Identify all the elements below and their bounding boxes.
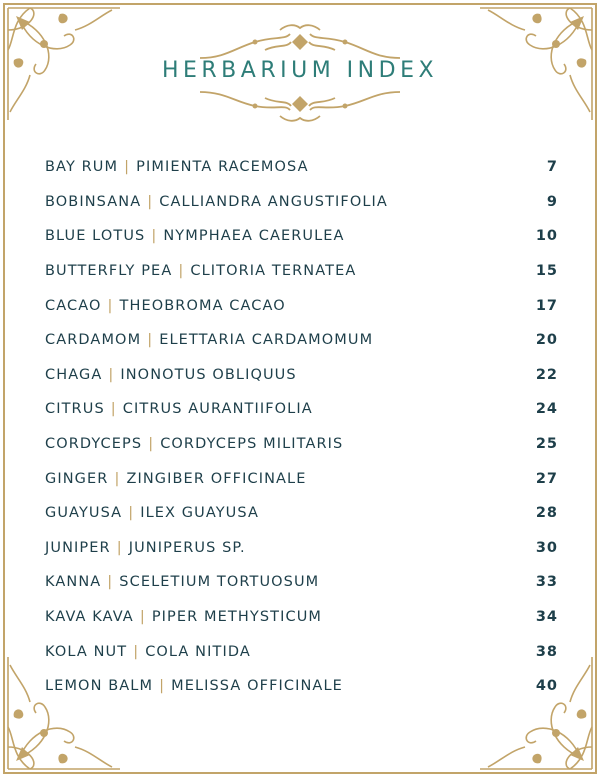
index-entry <box>45 531 558 566</box>
botanical-name: NYMPHAEA CAERULEA <box>163 228 345 245</box>
index-entry <box>45 323 558 358</box>
index-entry <box>45 254 558 289</box>
separator: | <box>151 228 158 245</box>
index-entry <box>45 565 558 600</box>
separator: | <box>139 609 146 626</box>
separator: | <box>147 193 154 210</box>
botanical-name: PIMIENTA RACEMOSA <box>136 159 309 176</box>
page-number: 15 <box>535 263 558 280</box>
page-number: 34 <box>535 609 558 626</box>
page-number: 24 <box>535 401 558 418</box>
separator: | <box>116 539 123 556</box>
page-number: 25 <box>535 436 558 453</box>
botanical-name: CORDYCEPS MILITARIS <box>160 436 344 453</box>
common-name: LEMON BALM <box>45 678 154 695</box>
botanical-name: ZINGIBER OFFICINALE <box>126 470 307 487</box>
botanical-name: INONOTUS OBLIQUUS <box>120 366 297 383</box>
common-name: KOLA NUT <box>45 643 128 660</box>
common-name: CHAGA <box>45 366 103 383</box>
common-name: BUTTERFLY PEA <box>45 263 173 280</box>
separator: | <box>148 436 155 453</box>
common-name: CACAO <box>45 297 102 314</box>
common-name: KANNA <box>45 574 102 591</box>
index-entry <box>45 150 558 185</box>
common-name: CITRUS <box>45 401 105 418</box>
botanical-name: ELETTARIA CARDAMOMUM <box>159 332 374 349</box>
separator: | <box>107 297 114 314</box>
index-entry <box>45 461 558 496</box>
common-name: KAVA KAVA <box>45 609 134 626</box>
separator: | <box>133 643 140 660</box>
index-entry <box>45 496 558 531</box>
common-name: JUNIPER <box>45 539 111 556</box>
page-number: 28 <box>535 505 558 522</box>
separator: | <box>159 678 166 695</box>
index-entry <box>45 669 558 704</box>
page-number: 17 <box>535 297 558 314</box>
index-entry <box>45 392 558 427</box>
title-block <box>0 12 600 122</box>
page-number: 27 <box>535 470 558 487</box>
common-name: CORDYCEPS <box>45 436 143 453</box>
title-ornament-bottom-icon <box>195 84 405 124</box>
index-entry <box>45 427 558 462</box>
separator: | <box>107 574 114 591</box>
botanical-name: CLITORIA TERNATEA <box>190 263 357 280</box>
common-name: GINGER <box>45 470 109 487</box>
page-number: 20 <box>535 332 558 349</box>
page-number: 33 <box>535 574 558 591</box>
page-title: HERBARIUM INDEX <box>161 58 439 83</box>
common-name: GUAYUSA <box>45 505 123 522</box>
botanical-name: JUNIPERUS SP. <box>128 539 246 556</box>
botanical-name: THEOBROMA CACAO <box>119 297 286 314</box>
botanical-name: CALLIANDRA ANGUSTIFOLIA <box>159 193 388 210</box>
common-name: CARDAMOM <box>45 332 142 349</box>
common-name: BLUE LOTUS <box>45 228 146 245</box>
page-number: 7 <box>546 159 558 176</box>
separator: | <box>114 470 121 487</box>
herbarium-index-list <box>45 150 558 704</box>
botanical-name: MELISSA OFFICINALE <box>171 678 343 695</box>
botanical-name: PIPER METHYSTICUM <box>151 609 323 626</box>
separator: | <box>178 263 185 280</box>
index-entry <box>45 358 558 393</box>
index-entry <box>45 219 558 254</box>
separator: | <box>128 505 135 522</box>
separator: | <box>108 366 115 383</box>
separator: | <box>124 159 131 176</box>
page-number: 30 <box>535 539 558 556</box>
page-number: 9 <box>546 193 558 210</box>
index-entry <box>45 600 558 635</box>
page-number: 38 <box>535 643 558 660</box>
index-entry <box>45 634 558 669</box>
separator: | <box>147 332 154 349</box>
index-entry <box>45 288 558 323</box>
botanical-name: ILEX GUAYUSA <box>140 505 259 522</box>
separator: | <box>110 401 117 418</box>
page-number: 40 <box>535 678 558 695</box>
index-entry <box>45 185 558 220</box>
page-number: 22 <box>535 366 558 383</box>
botanical-name: SCELETIUM TORTUOSUM <box>119 574 320 591</box>
page-number: 10 <box>535 228 558 245</box>
common-name: BOBINSANA <box>45 193 142 210</box>
botanical-name: CITRUS AURANTIIFOLIA <box>122 401 313 418</box>
common-name: BAY RUM <box>45 159 119 176</box>
botanical-name: COLA NITIDA <box>145 643 251 660</box>
